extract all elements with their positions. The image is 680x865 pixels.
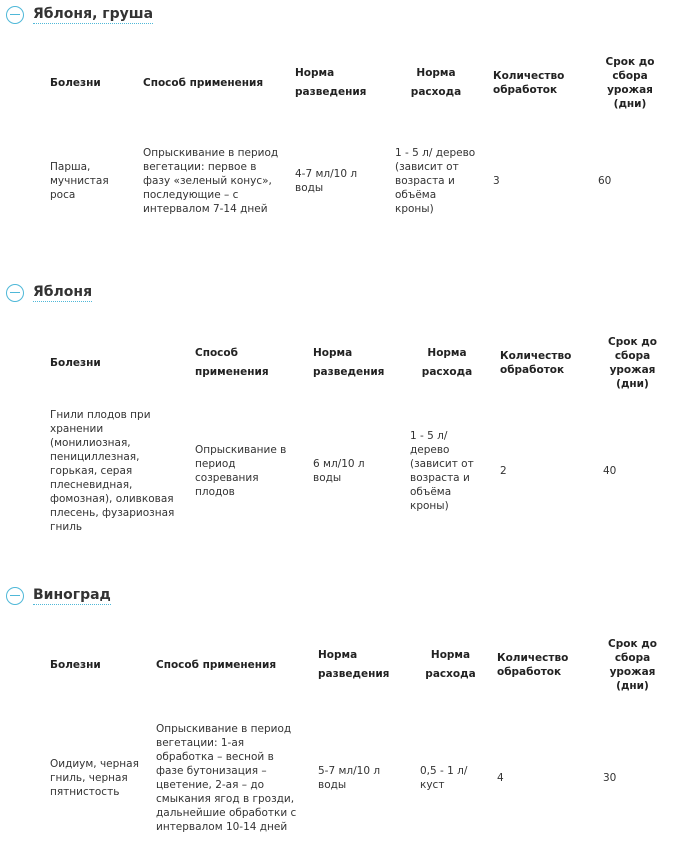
column-header: Болезни <box>50 77 101 89</box>
table-cell: Опрыскивание в период вегетации: первое в фазу «зеленый конус», последующие – с интервалом 7-14 дней <box>143 147 279 215</box>
table-header-row <box>42 320 670 406</box>
column-header: Способ применения <box>195 347 269 378</box>
column-header: Способ применения <box>156 658 277 671</box>
treatment-table <box>42 40 670 236</box>
table-cell: 60 <box>598 175 612 187</box>
table-cell: 2 <box>500 465 507 477</box>
table-cell: Оидиум, черная гниль, черная пятнистость <box>50 758 139 798</box>
column-header: Болезни <box>50 659 101 671</box>
column-header: Норма разведения <box>313 347 385 378</box>
table-cell: 30 <box>603 772 617 784</box>
column-header: Количество обработок <box>493 70 565 96</box>
column-header: Способ применения <box>143 76 264 89</box>
column-header: Норма разведения <box>318 649 390 680</box>
column-header: Болезни <box>50 357 101 369</box>
table-header-row <box>42 622 670 708</box>
table-cell: 4 <box>497 772 504 784</box>
section-title[interactable]: Яблоня, груша <box>33 6 154 22</box>
section-toggle[interactable] <box>6 5 153 24</box>
table-cell: Гнили плодов при хранении (монилиозная, пенициллезная, горькая, серая плесневидная, фомозная), оливковая плесень, фузариозная гниль <box>50 409 175 533</box>
table-cell: 6 мл/10 л воды <box>313 458 365 484</box>
table-cell: 1 - 5 л/ дерево (зависит от возраста и объёма кроны) <box>410 430 474 512</box>
collapse-minus-icon[interactable] <box>6 587 24 605</box>
table-header-row <box>42 40 670 126</box>
column-header: Срок до сбора урожая (дни) <box>605 56 655 110</box>
column-header: Срок до сбора урожая (дни) <box>608 638 657 692</box>
table-row <box>42 126 670 236</box>
table-cell: Опрыскивание в период созревания плодов <box>195 444 287 498</box>
column-header: Срок до сбора урожая (дни) <box>608 336 657 390</box>
column-header: Норма расхода <box>410 67 462 98</box>
table-cell: Парша, мучнистая роса <box>50 161 109 201</box>
table-cell: 40 <box>603 465 617 477</box>
section-title[interactable]: Виноград <box>33 587 111 603</box>
treatment-table <box>42 622 670 848</box>
section-title[interactable]: Яблоня <box>33 284 93 300</box>
column-header: Норма разведения <box>295 67 367 98</box>
table-cell: Опрыскивание в период вегетации: 1-ая обработка – весной в фазе бутонизация – цветение, 2-ая – до смыкания ягод в грозди, дальнейшие обработки с интервалом 10-14 дней <box>156 723 297 833</box>
table-cell: 4-7 мл/10 л воды <box>295 168 358 194</box>
section-toggle[interactable] <box>6 283 92 302</box>
column-header: Норма расхода <box>421 347 473 378</box>
table-cell: 5-7 мл/10 л воды <box>318 765 381 791</box>
treatment-table <box>42 320 670 536</box>
table-cell: 0,5 - 1 л/ куст <box>420 765 468 791</box>
column-header: Количество обработок <box>497 652 569 678</box>
section-toggle[interactable] <box>6 586 111 605</box>
table-row <box>42 406 670 536</box>
collapse-minus-icon[interactable] <box>6 6 24 24</box>
table-cell: 1 - 5 л/ дерево (зависит от возраста и объёма кроны) <box>395 147 476 215</box>
table-row <box>42 708 670 848</box>
column-header: Количество обработок <box>500 350 572 376</box>
collapse-minus-icon[interactable] <box>6 284 24 302</box>
column-header: Норма расхода <box>425 649 476 680</box>
table-cell: 3 <box>493 175 500 187</box>
